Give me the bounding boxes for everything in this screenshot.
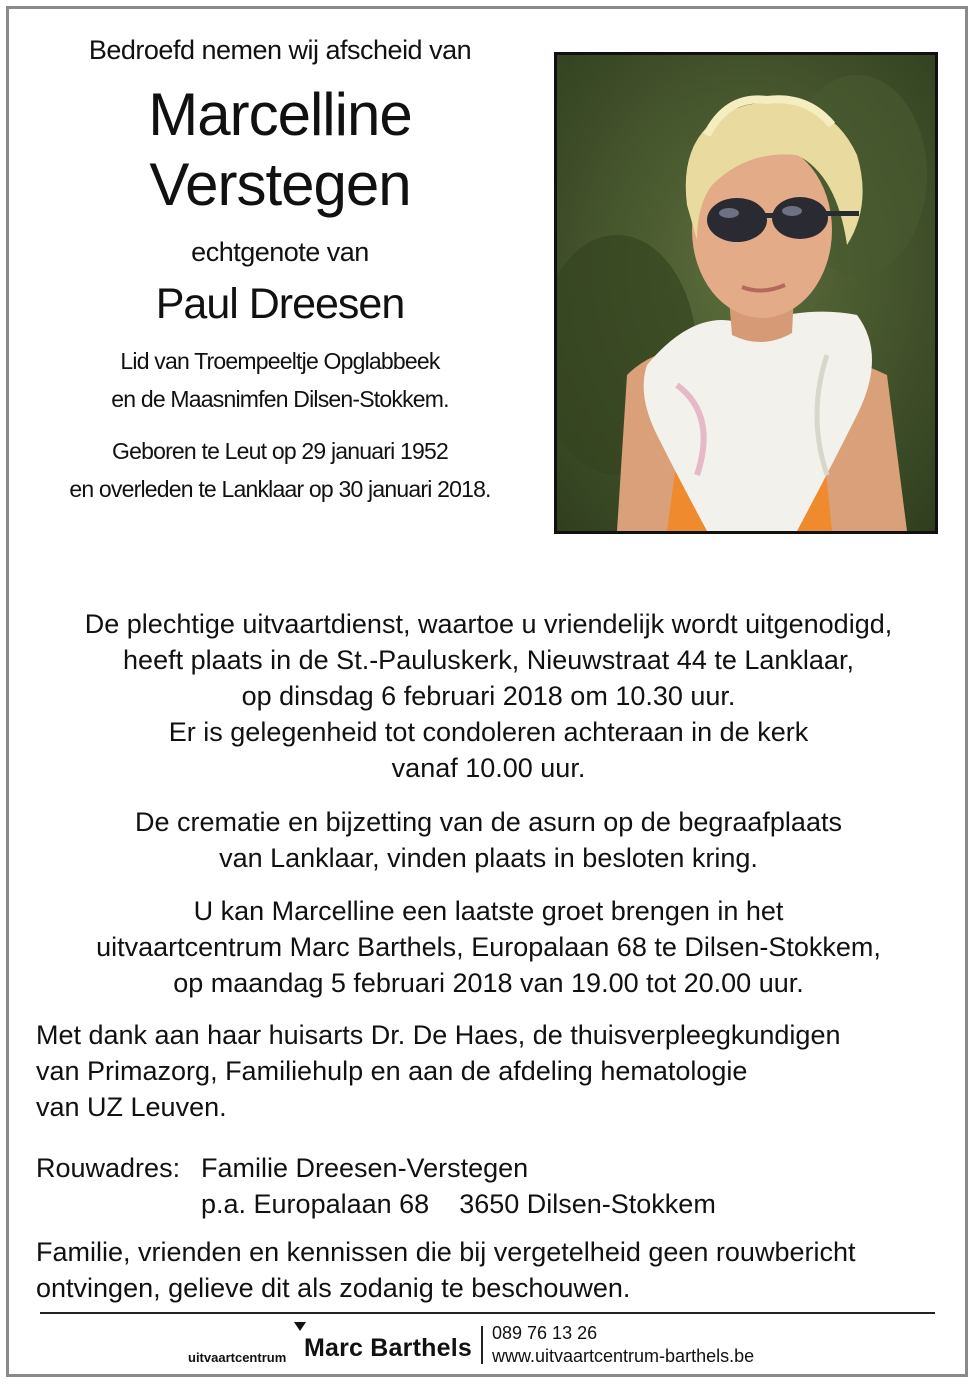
portrait-illustration	[557, 55, 935, 531]
text-line: De plechtige uitvaartdienst, waartoe u vriendelijk wordt uitgenodigd,	[84, 609, 893, 639]
deceased-last-name: Verstegen	[149, 151, 411, 218]
text-line: van Primazorg, Familiehulp en aan de afdeling hematologie	[36, 1056, 748, 1086]
footer-divider	[40, 1312, 935, 1314]
cremation-paragraph	[36, 804, 941, 876]
funeral-home-brand: Marc Barthels	[304, 1334, 472, 1362]
text-line: ontvingen, gelieve dit als zodanig te beschouwen.	[36, 1273, 631, 1303]
address-label: Rouwadres:	[36, 1153, 181, 1183]
mourning-address	[36, 1150, 716, 1222]
text-line: De crematie en bijzetting van de asurn op de begraafplaats	[135, 807, 842, 837]
text-line: van UZ Leuven.	[36, 1092, 227, 1122]
portrait-photo	[554, 52, 938, 534]
text-line: vanaf 10.00 uur.	[391, 753, 586, 783]
text-line: Familie, vrienden en kennissen die bij vergetelheid geen rouwbericht	[36, 1237, 856, 1267]
address-family: Familie Dreesen-Verstegen	[201, 1153, 529, 1183]
website-link[interactable]: www.uitvaartcentrum-barthels.be	[492, 1346, 755, 1366]
funeral-home-footer	[188, 1322, 808, 1372]
address-city: 3650 Dilsen-Stokkem	[459, 1189, 716, 1219]
memberships	[30, 342, 530, 418]
deceased-first-name: Marcelline	[148, 81, 412, 148]
text-line: Met dank aan haar huisarts Dr. De Haes, de thuisverpleegkundigen	[36, 1020, 841, 1050]
announcement-header	[30, 30, 530, 508]
triangle-marker-icon	[294, 1322, 306, 1331]
phone-number: 089 76 13 26	[492, 1323, 598, 1343]
text-line: op maandag 5 februari 2018 van 19.00 tot 20.00 uur.	[173, 968, 804, 998]
text-line: heeft plaats in de St.-Pauluskerk, Nieuwstraat 44 te Lanklaar,	[123, 645, 854, 675]
life-dates	[30, 432, 530, 508]
text-line: U kan Marcelline een laatste groet brengen in het	[193, 896, 784, 926]
farewell-paragraph	[36, 893, 941, 1001]
spouse-label: echtgenote van	[191, 237, 369, 267]
text-line: op dinsdag 6 februari 2018 om 10.30 uur.	[241, 681, 736, 711]
thanks-paragraph	[36, 1017, 941, 1125]
birth-line: Geboren te Leut op 29 januari 1952	[112, 438, 448, 464]
footer-separator	[481, 1326, 483, 1364]
death-line: en overleden te Lanklaar op 30 januari 2018.	[69, 476, 491, 502]
spouse-name: Paul Dreesen	[155, 280, 405, 328]
text-line: uitvaartcentrum Marc Barthels, Europalaan 68 te Dilsen-Stokkem,	[96, 932, 881, 962]
address-street: p.a. Europalaan 68	[201, 1189, 430, 1219]
deceased-name	[30, 80, 530, 220]
membership-line: en de Maasnimfen Dilsen-Stokkem.	[111, 386, 449, 412]
text-line: van Lanklaar, vinden plaats in besloten kring.	[219, 843, 758, 873]
intro-text: Bedroefd nemen wij afscheid van	[88, 35, 472, 65]
text-line: Er is gelegenheid tot condoleren achteraan in de kerk	[168, 717, 809, 747]
funeral-service-paragraph	[36, 606, 941, 786]
membership-line: Lid van Troempeeltje Opglabbeek	[120, 348, 440, 374]
closing-paragraph	[36, 1234, 941, 1306]
funeral-home-prefix: uitvaartcentrum	[188, 1350, 287, 1365]
